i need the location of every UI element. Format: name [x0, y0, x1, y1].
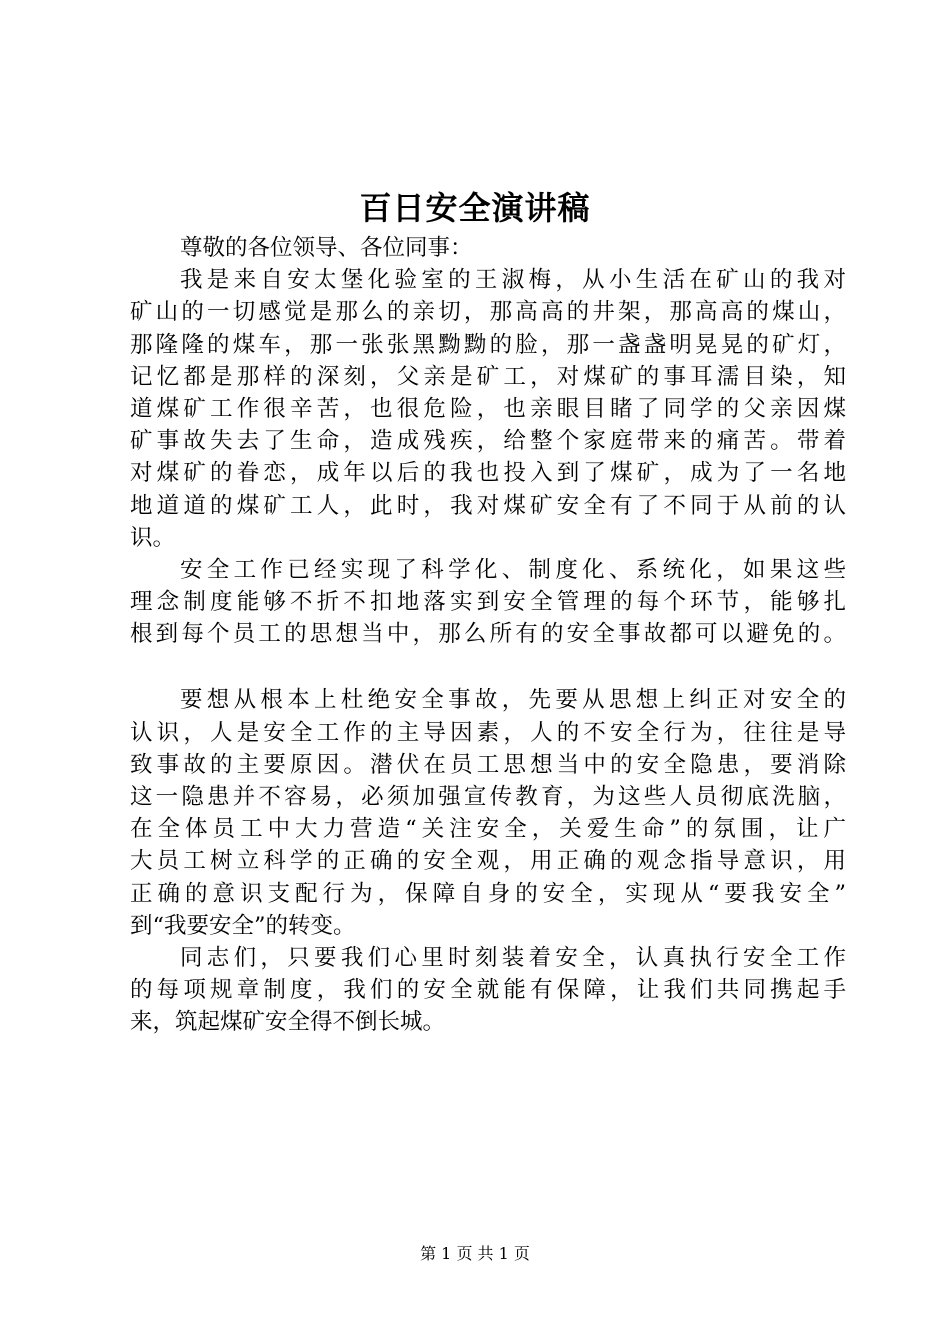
salutation: 尊敬的各位领导、各位同事： — [180, 235, 473, 261]
paragraph-line: 对煤矿的眷恋，成年以后的我也投入到了煤矿，成为了一名地 — [130, 460, 846, 487]
paragraph-line: 根到每个员工的思想当中，那么所有的安全事故都可以避免的。 — [130, 621, 846, 648]
paragraph-line: 矿事故失去了生命，造成残疾，给整个家庭带来的痛苦。带着 — [130, 428, 846, 455]
paragraph-line: 来，筑起煤矿安全得不倒长城。 — [130, 1009, 446, 1036]
paragraph-line: 地道道的煤矿工人，此时，我对煤矿安全有了不同于从前的认 — [130, 492, 846, 519]
paragraph-line: 大员工树立科学的正确的安全观，用正确的观念指导意识，用 — [130, 848, 846, 875]
paragraph-line: 同志们，只要我们心里时刻装着安全，认真执行安全工作 — [180, 944, 846, 971]
paragraph-line: 识。 — [130, 524, 176, 551]
paragraph-line: 这一隐患并不容易，必须加强宣传教育，为这些人员彻底洗脑， — [130, 784, 846, 810]
paragraph-line: 在全体员工中大力营造“关注安全，关爱生命”的氛围，让广 — [130, 816, 846, 843]
paragraph-2 — [130, 554, 846, 651]
paragraph-line: 认识，人是安全工作的主导因素，人的不安全行为，往往是导 — [130, 719, 846, 746]
paragraph-1 — [130, 264, 846, 554]
document-body — [130, 232, 846, 1039]
paragraph-line: 那隆隆的煤车，那一张张黑黝黝的脸，那一盏盏明晃晃的矿灯， — [130, 331, 846, 358]
paragraph-line: 记忆都是那样的深刻，父亲是矿工，对煤矿的事耳濡目染，知 — [130, 363, 846, 390]
paragraph-line: 到“我要安全”的转变。 — [130, 912, 356, 939]
paragraph-line: 的每项规章制度，我们的安全就能有保障，让我们共同携起手 — [130, 977, 846, 1004]
paragraph-line: 正确的意识支配行为，保障自身的安全，实现从“要我安全” — [130, 880, 846, 907]
paragraph-line: 道煤矿工作很辛苦，也很危险，也亲眼目睹了同学的父亲因煤 — [130, 395, 846, 422]
paragraph-4 — [130, 942, 846, 1039]
paragraph-spacer — [130, 650, 846, 684]
page-number-footer: 第 1 页 共 1 页 — [420, 1244, 530, 1263]
paragraph-line: 矿山的一切感觉是那么的亲切，那高高的井架，那高高的煤山， — [130, 299, 846, 326]
paragraph-line: 要想从根本上杜绝安全事故，先要从思想上纠正对安全的 — [180, 687, 846, 714]
paragraph-3 — [130, 684, 846, 942]
paragraph-line: 安全工作已经实现了科学化、制度化、系统化，如果这些 — [180, 556, 846, 583]
paragraph-line: 致事故的主要原因。潜伏在员工思想当中的安全隐患，要消除 — [130, 751, 846, 778]
document-title: 百日安全演讲稿 — [359, 189, 591, 227]
paragraph-line: 我是来自安太堡化验室的王淑梅，从小生活在矿山的我对 — [180, 267, 846, 294]
paragraph-line: 理念制度能够不折不扣地落实到安全管理的每个环节，能够扎 — [130, 589, 846, 616]
